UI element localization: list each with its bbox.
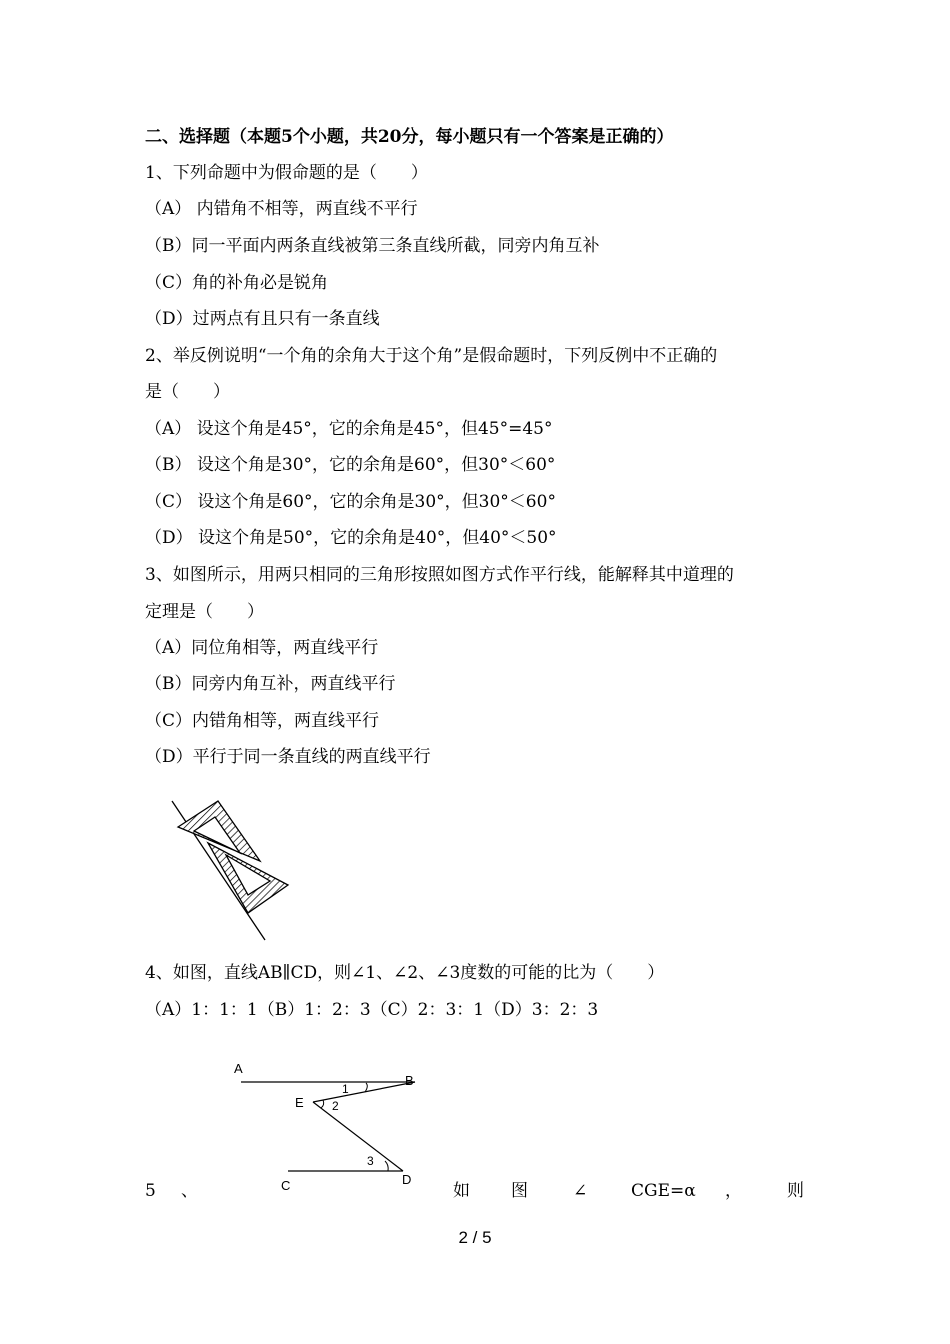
q1-option-a: （A） 内错角不相等，两直线不平行 xyxy=(145,199,418,219)
q5-part-angle: ∠ xyxy=(573,1181,588,1201)
q3-stem-line1: 3、如图所示，用两只相同的三角形按照如图方式作平行线，能解释其中道理的 xyxy=(145,565,734,585)
angle-3-arc xyxy=(385,1161,388,1171)
q1-option-c: （C）角的补角必是锐角 xyxy=(145,273,329,293)
segment-eb xyxy=(313,1082,415,1102)
q5-part-ze: 则 xyxy=(787,1181,804,1201)
q3-option-c: （C）内错角相等，两直线平行 xyxy=(145,711,380,731)
label-e: E xyxy=(295,1095,304,1110)
q1-stem: 1、下列命题中为假命题的是（ ） xyxy=(145,163,428,183)
q5-part-comma: 、 xyxy=(181,1181,198,1201)
label-angle-3: 3 xyxy=(367,1154,374,1168)
q2-option-b: （B） 设这个角是30°，它的余角是60°，但30°＜60° xyxy=(145,455,556,475)
angle-1-arc xyxy=(365,1083,367,1092)
q4-options: （A）1：1：1（B）1：2：3（C）2：3：1（D）3：2：3 xyxy=(145,1000,599,1020)
label-d: D xyxy=(402,1172,412,1187)
q3-stem-line2: 定理是（ ） xyxy=(145,602,264,622)
q2-option-d: （D） 设这个角是50°，它的余角是40°，但40°＜50° xyxy=(145,528,557,548)
q5-part-ru: 如 xyxy=(453,1181,470,1201)
q5-part-tu: 图 xyxy=(511,1181,528,1201)
label-angle-2: 2 xyxy=(332,1099,339,1113)
q5-part-cge: CGE=α xyxy=(631,1181,696,1201)
label-angle-1: 1 xyxy=(342,1082,349,1096)
segment-ed xyxy=(313,1102,403,1171)
q1-option-d: （D）过两点有且只有一条直线 xyxy=(145,309,380,329)
q5-part-number: 5 xyxy=(145,1181,156,1201)
section-title: 二、选择题（本题5个小题，共20分，每小题只有一个答案是正确的） xyxy=(145,127,674,147)
q3-option-d: （D）平行于同一条直线的两直线平行 xyxy=(145,747,431,767)
q4-parallel-lines-figure xyxy=(225,1055,435,1195)
angle-2-arc xyxy=(321,1100,324,1108)
q1-option-b: （B）同一平面内两条直线被第三条直线所截，同旁内角互补 xyxy=(145,236,600,256)
q2-option-c: （C） 设这个角是60°，它的余角是30°，但30°＜60° xyxy=(145,492,556,512)
q2-stem-line1: 2、举反例说明“一个角的余角大于这个角”是假命题时，下列反例中不正确的 xyxy=(145,346,718,366)
label-c: C xyxy=(281,1178,291,1193)
q2-stem-line2: 是（ ） xyxy=(145,382,230,402)
label-b: B xyxy=(405,1073,414,1088)
label-a: A xyxy=(234,1061,243,1076)
q3-option-a: （A）同位角相等，两直线平行 xyxy=(145,638,379,658)
q4-stem: 4、如图，直线AB∥CD，则∠1、∠2、∠3度数的可能的比为（ ） xyxy=(145,963,665,983)
q2-option-a: （A） 设这个角是45°，它的余角是45°，但45°=45° xyxy=(145,419,553,439)
q3-set-square-figure xyxy=(160,795,300,945)
page-number: 2 / 5 xyxy=(458,1228,492,1247)
q5-part-comma2: ， xyxy=(725,1181,742,1201)
q3-option-b: （B）同旁内角互补，两直线平行 xyxy=(145,674,396,694)
